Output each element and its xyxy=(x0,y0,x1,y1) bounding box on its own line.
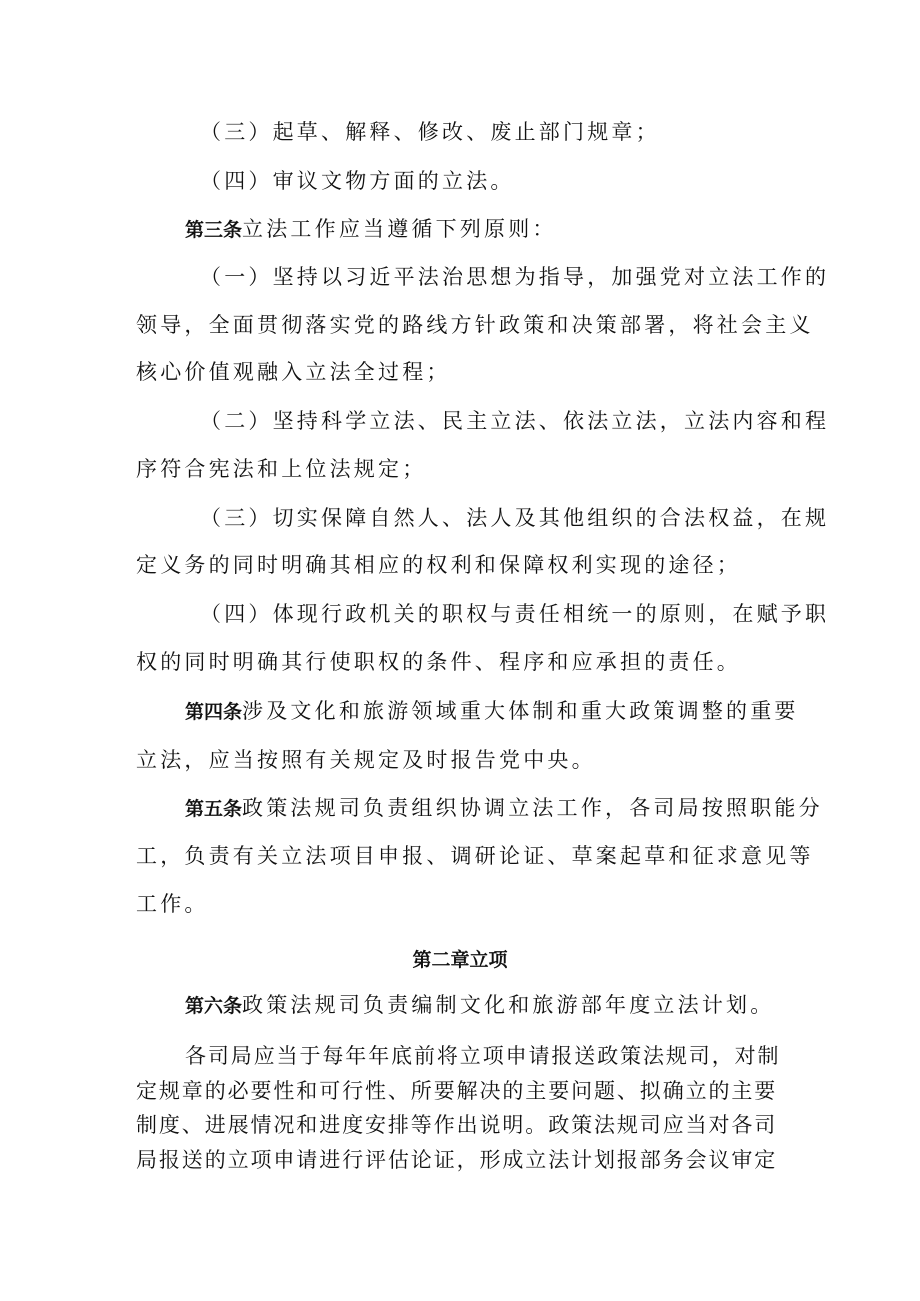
article-6-label: 第六条 xyxy=(185,995,243,1017)
article-6-line1 xyxy=(185,990,774,1021)
principle-1-line3: 核心价值观融入立法全过程； xyxy=(136,360,451,384)
article-6-text: 政策法规司负责编制文化和旅游部年度立法计划。 xyxy=(242,993,775,1017)
principle-4-line1: （四）体现行政机关的职权与责任相统一的原则，在赋予职 xyxy=(200,602,830,626)
principle-3-line1: （三）切实保障自然人、法人及其他组织的合法权益，在规 xyxy=(200,506,830,530)
article-3-label: 第三条 xyxy=(185,219,243,241)
article-5-line2: 工，负责有关立法项目申报、调研论证、草案起草和征求意见等 xyxy=(136,844,814,868)
principle-1-line2: 领导，全面贯彻落实党的路线方针政策和决策部署，将社会主义 xyxy=(136,313,814,337)
chapter-2-heading: 第二章立项 xyxy=(412,949,508,971)
article-5-text: 政策法规司负责组织协调立法工作，各司局按照职能分 xyxy=(242,796,823,820)
article-5-line3: 工作。 xyxy=(136,892,209,916)
project-paragraph-line1: 各司局应当于每年年底前将立项申请报送政策法规司，对制 xyxy=(185,1044,781,1068)
article-3-heading xyxy=(185,214,557,245)
article-4-label: 第四条 xyxy=(185,701,243,723)
clause-4-review: （四）审议文物方面的立法。 xyxy=(200,169,515,193)
clause-3-drafting: （三）起草、解释、修改、废止部门规章； xyxy=(200,120,660,144)
principle-1-line1: （一）坚持以习近平法治思想为指导，加强党对立法工作的 xyxy=(200,265,830,289)
principle-2-line1: （二）坚持科学立法、民主立法、依法立法，立法内容和程 xyxy=(200,409,830,433)
article-4-text: 涉及文化和旅游领域重大体制和重大政策调整的重要 xyxy=(242,699,799,723)
principle-3-line2: 定义务的同时明确其相应的权利和保障权利实现的途径； xyxy=(136,553,741,577)
project-paragraph-line4: 局报送的立项申请进行评估论证，形成立法计划报部务会议审定 xyxy=(136,1148,778,1172)
project-paragraph-line2: 定规章的必要性和可行性、所要解决的主要问题、拟确立的主要 xyxy=(136,1079,778,1103)
principle-4-line2: 权的同时明确其行使职权的条件、程序和应承担的责任。 xyxy=(136,650,741,674)
article-5-line1 xyxy=(185,793,823,824)
article-5-label: 第五条 xyxy=(185,798,243,820)
principle-2-line2: 序符合宪法和上位法规定； xyxy=(136,457,427,481)
article-3-text: 立法工作应当遵循下列原则： xyxy=(242,217,557,241)
project-paragraph-line3: 制度、进展情况和进度安排等作出说明。政策法规司应当对各司 xyxy=(136,1113,778,1137)
article-4-line2: 立法，应当按照有关规定及时报告党中央。 xyxy=(136,748,596,772)
article-4-line1 xyxy=(185,696,799,727)
